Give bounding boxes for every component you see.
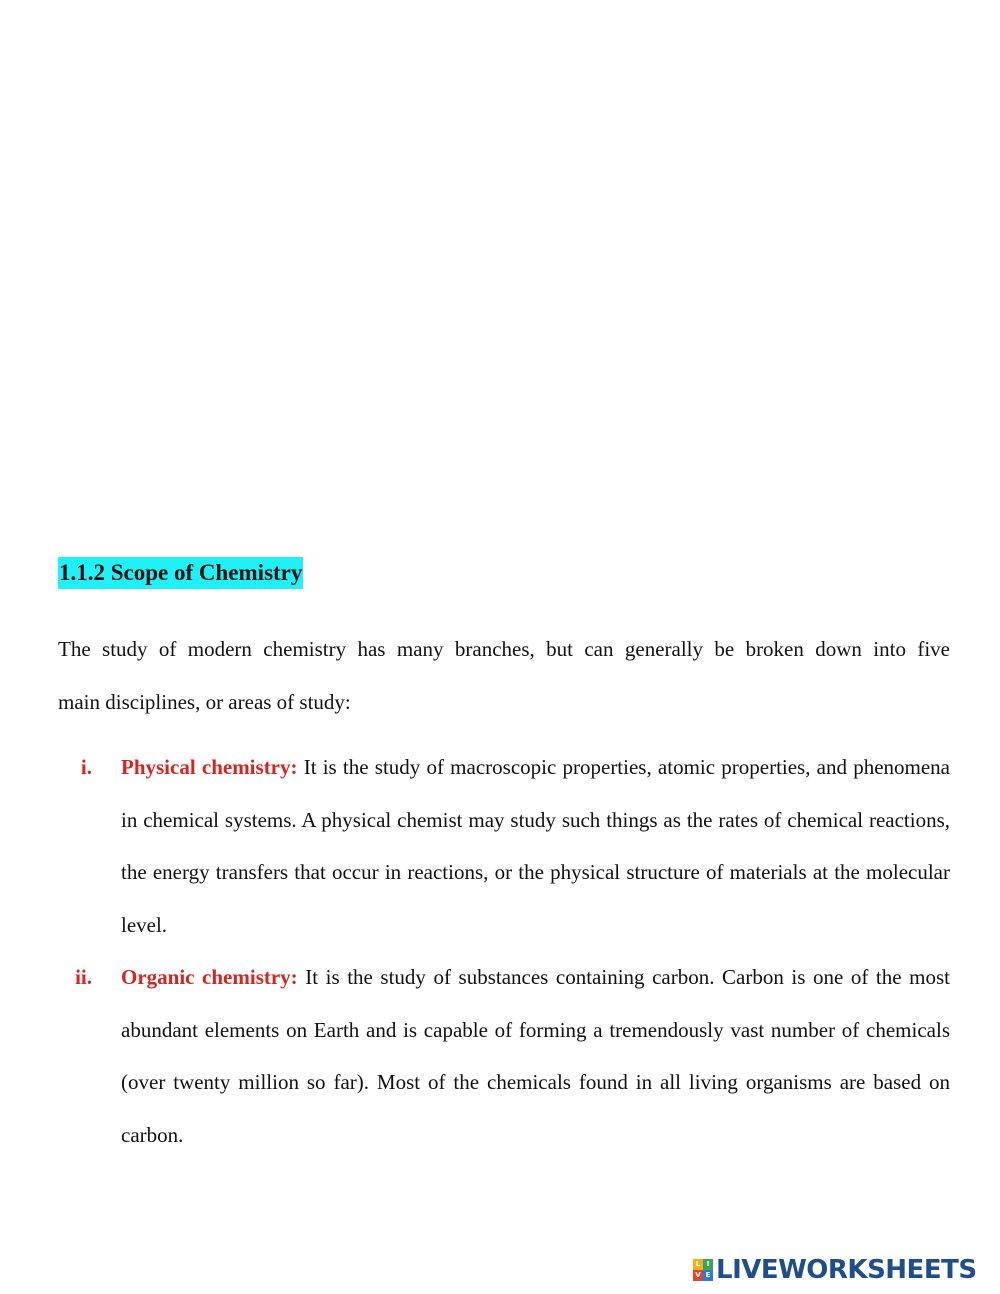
disciplines-list (58, 741, 950, 1161)
list-marker: i. (80, 755, 92, 779)
intro-line-1: The study of modern chemistry has many branches, but can generally be broken down into five (58, 637, 950, 661)
list-item-physical-chemistry (58, 741, 950, 951)
logo-text: LIVEWORKSHEETS (716, 1255, 977, 1285)
description-physical-chemistry: It is the study of macroscopic properties, atomic properties, and phenomena in chemical systems. A physical chemist may study such things as the rates of chemical reactions, the energy transfers that occur in reactions, or the physical structure of materials at the molecular level. (121, 755, 950, 937)
logo-cell: I (703, 1259, 713, 1270)
logo-cell: L (693, 1259, 703, 1270)
section-heading: 1.1.2 Scope of Chemistry (58, 557, 303, 589)
list-item-organic-chemistry (58, 951, 950, 1161)
description-organic-chemistry: It is the study of substances containing carbon. Carbon is one of the most abundant elements on Earth and is capable of forming a tremendously vast number of chemicals (over twenty million so far). Most of the chemicals found in all living organisms are based on carbon. (121, 965, 950, 1147)
logo-mark-icon (693, 1259, 713, 1281)
intro-paragraph (58, 623, 950, 729)
term-physical-chemistry: Physical chemistry: (121, 755, 298, 779)
logo-cell: V (693, 1270, 703, 1281)
logo-cell: E (703, 1270, 713, 1281)
intro-line-2: main disciplines, or areas of study: (58, 690, 351, 714)
list-marker: ii. (75, 965, 92, 989)
term-organic-chemistry: Organic chemistry: (121, 965, 298, 989)
liveworksheets-logo[interactable] (693, 1255, 977, 1285)
